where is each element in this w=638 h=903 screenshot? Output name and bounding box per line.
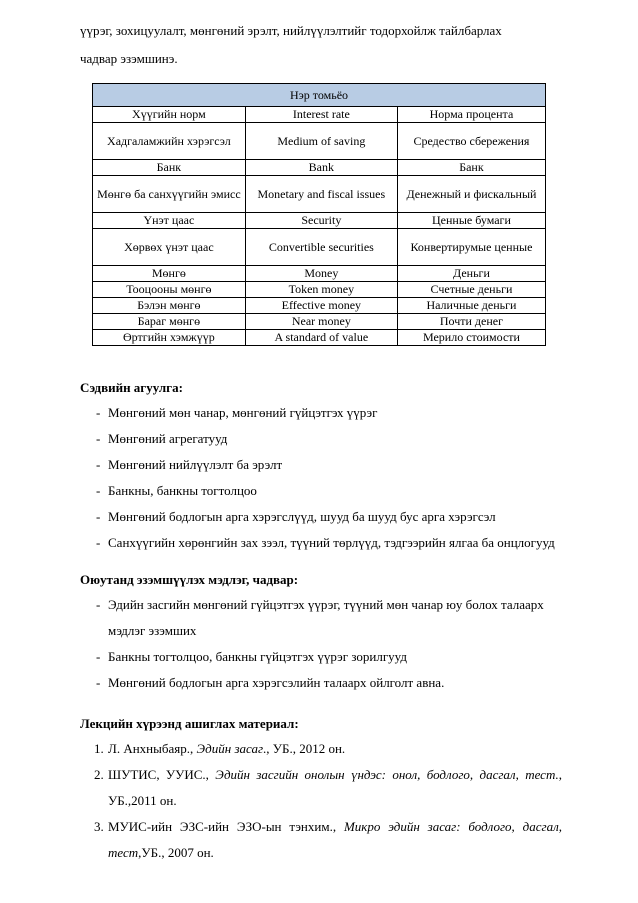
- skills-list: [80, 592, 560, 696]
- table-title: Нэр томьёо: [93, 84, 546, 107]
- reference-item: [80, 736, 562, 762]
- term-mongolian: Банк: [93, 160, 246, 176]
- list-item: [80, 644, 560, 670]
- bullet-dash: -: [96, 405, 101, 420]
- reference-number: 3.: [94, 819, 104, 834]
- term-russian: Конвертирумые ценные: [397, 229, 545, 266]
- intro-line-1: үүрэг, зохицуулалт, мөнгөний эрэлт, нийлүүлэлтийг тодорхойлж тайлбарлах: [80, 23, 502, 38]
- term-english: A standard of value: [245, 330, 397, 346]
- skills-heading: Оюутанд эзэмшүүлэх мэдлэг, чадвар:: [80, 572, 299, 587]
- table-row: [93, 123, 546, 160]
- bullet-dash: -: [96, 675, 101, 690]
- materials-heading: Лекцийн хүрээнд ашиглах материал:: [80, 716, 299, 731]
- reference-author: ШУТИС, УУИС.,: [108, 767, 216, 782]
- table-row: [93, 229, 546, 266]
- term-russian: Почти денег: [397, 314, 545, 330]
- reference-title: Эдийн засгийн онолын үндэс: онол, бодлого, дасгал, тест.: [215, 767, 559, 782]
- content-list: [80, 400, 560, 556]
- term-mongolian: Өртгийн хэмжүүр: [93, 330, 246, 346]
- term-english: Effective money: [245, 298, 397, 314]
- term-mongolian: Мөнгө: [93, 266, 246, 282]
- table-row: [93, 107, 546, 123]
- list-item-text: Мөнгөний нийлүүлэлт ба эрэлт: [108, 457, 283, 472]
- list-item-text: Мөнгөний мөн чанар, мөнгөний гүйцэтгэх үүрэг: [108, 405, 378, 420]
- term-mongolian: Тооцооны мөнгө: [93, 282, 246, 298]
- table-row: [93, 213, 546, 229]
- term-mongolian: Хүүгийн норм: [93, 107, 246, 123]
- list-item: [80, 670, 560, 696]
- reference-item: [80, 814, 562, 866]
- term-russian: Счетные деньги: [397, 282, 545, 298]
- term-russian: Норма процента: [397, 107, 545, 123]
- list-item-text: Санхүүгийн хөрөнгийн зах зээл, түүний төрлүүд, тэдгээрийн ялгаа ба онцлогууд: [108, 535, 555, 550]
- table-row: [93, 176, 546, 213]
- term-russian: Средество сбережения: [397, 123, 545, 160]
- reference-item: [80, 762, 562, 814]
- list-item: [80, 592, 560, 644]
- term-english: Interest rate: [245, 107, 397, 123]
- reference-author: Л. Анхныбаяр.,: [108, 741, 197, 756]
- list-item-text: Эдийн засгийн мөнгөний гүйцэтгэх үүрэг, түүний мөн чанар юу болох талаарх мэдлэг эзэмших: [108, 597, 544, 638]
- list-item: [80, 530, 560, 556]
- bullet-dash: -: [96, 509, 101, 524]
- term-russian: Деньги: [397, 266, 545, 282]
- bullet-dash: -: [96, 431, 101, 446]
- term-russian: Ценные бумаги: [397, 213, 545, 229]
- term-english: Money: [245, 266, 397, 282]
- term-russian: Денежный и фискальный: [397, 176, 545, 213]
- bullet-dash: -: [96, 483, 101, 498]
- list-item: [80, 426, 560, 452]
- table-row: [93, 282, 546, 298]
- list-item: [80, 452, 560, 478]
- table-row: [93, 330, 546, 346]
- intro-line-2: чадвар эзэмшинэ.: [80, 51, 178, 66]
- table-row: [93, 298, 546, 314]
- term-english: Security: [245, 213, 397, 229]
- term-mongolian: Хадгаламжийн хэрэгсэл: [93, 123, 246, 160]
- bullet-dash: -: [96, 597, 101, 612]
- terminology-table: [92, 83, 546, 346]
- reference-publication: , УБ.,2011 он.: [108, 767, 562, 808]
- reference-title: Эдийн засаг: [196, 741, 264, 756]
- reference-list: [80, 736, 562, 866]
- term-english: Convertible securities: [245, 229, 397, 266]
- table-row: [93, 160, 546, 176]
- term-english: Near money: [245, 314, 397, 330]
- reference-author: МУИС-ийн ЭЗС-ийн ЭЗО-ын тэнхим.,: [108, 819, 344, 834]
- reference-publication: ,УБ., 2007 он.: [138, 845, 214, 860]
- bullet-dash: -: [96, 457, 101, 472]
- list-item-text: Банкны, банкны тогтолцоо: [108, 483, 257, 498]
- list-item: [80, 504, 560, 530]
- reference-number: 2.: [94, 767, 104, 782]
- reference-title: Микро эдийн засаг: бодлого, дасгал, тест: [108, 819, 562, 860]
- table-row: [93, 314, 546, 330]
- list-item: [80, 478, 560, 504]
- reference-number: 1.: [94, 741, 104, 756]
- term-english: Token money: [245, 282, 397, 298]
- term-english: Monetary and fiscal issues: [245, 176, 397, 213]
- table-header-row: [93, 84, 546, 107]
- term-mongolian: Хөрвөх үнэт цаас: [93, 229, 246, 266]
- term-english: Bank: [245, 160, 397, 176]
- term-mongolian: Үнэт цаас: [93, 213, 246, 229]
- list-item: [80, 400, 560, 426]
- list-item-text: Мөнгөний бодлогын арга хэрэгсэлийн талаарх ойлголт авна.: [108, 675, 445, 690]
- term-mongolian: Бараг мөнгө: [93, 314, 246, 330]
- term-russian: Мерило стоимости: [397, 330, 545, 346]
- list-item-text: Мөнгөний бодлогын арга хэрэгслүүд, шууд ба шууд бус арга хэрэгсэл: [108, 509, 496, 524]
- bullet-dash: -: [96, 649, 101, 664]
- list-item-text: Банкны тогтолцоо, банкны гүйцэтгэх үүрэг зорилгууд: [108, 649, 407, 664]
- reference-publication: ., УБ., 2012 он.: [263, 741, 346, 756]
- list-item-text: Мөнгөний агрегатууд: [108, 431, 228, 446]
- term-russian: Банк: [397, 160, 545, 176]
- intro-paragraph: [80, 17, 560, 73]
- term-russian: Наличные деньги: [397, 298, 545, 314]
- term-mongolian: Мөнгө ба санхүүгийн эмисс: [93, 176, 246, 213]
- bullet-dash: -: [96, 535, 101, 550]
- content-heading: Сэдвийн агуулга:: [80, 380, 183, 395]
- table-row: [93, 266, 546, 282]
- term-english: Medium of saving: [245, 123, 397, 160]
- term-mongolian: Бэлэн мөнгө: [93, 298, 246, 314]
